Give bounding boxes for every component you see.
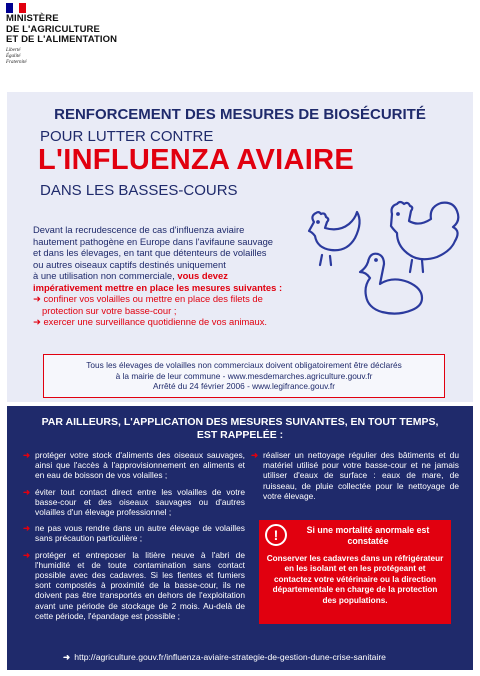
reminder-title-line: EST RAPPELÉE : <box>196 429 284 441</box>
flag-white-band <box>13 3 20 13</box>
arrow-icon: ➜ <box>23 549 31 560</box>
notice-line: Arrêté du 24 février 2006 - www.legifrance.gouv.fr <box>152 381 335 391</box>
french-flag-icon <box>6 3 26 13</box>
rooster-icon <box>391 202 458 272</box>
ministry-line: DE L'AGRICULTURE <box>6 23 100 35</box>
measures-list-right <box>251 450 459 507</box>
ministry-line: MINISTÈRE <box>6 13 59 24</box>
mortality-alert-box <box>259 520 451 624</box>
intro-line: Devant la recrudescence de cas d'influenza aviaire <box>33 224 245 235</box>
intro-emphasis: vous devez <box>177 270 228 281</box>
republic-motto <box>6 48 27 66</box>
title-line-4: DANS LES BASSES-COURS <box>40 182 238 199</box>
bottom-panel <box>7 406 473 670</box>
measure-item <box>23 523 245 543</box>
intro-line: et dans les élevages, en tant que détenteurs de volailles <box>33 247 267 258</box>
flag-blue-band <box>6 3 13 13</box>
arrow-icon: ➜ <box>23 486 31 497</box>
alert-body: Conserver les cadavres dans un réfrigérateur en les isolant et en les protégeant et contactez votre vétérinaire ou la direction départementale en charge de la protection des populations. <box>266 554 444 605</box>
title-line-1: RENFORCEMENT DES MESURES DE BIOSÉCURITÉ <box>54 106 426 123</box>
ministry-line: ET DE L'ALIMENTATION <box>6 34 118 45</box>
title-line-2: POUR LUTTER CONTRE <box>40 128 214 145</box>
top-panel <box>7 92 473 402</box>
intro-line: ou autres oiseaux captifs destinés uniquement <box>33 258 226 270</box>
motto-line: Égalité <box>6 54 21 59</box>
measure-text: ne pas vous rendre dans un autre élevage de volailles sans précaution particulière ; <box>35 523 245 544</box>
reminder-title-line: PAR AILLEURS, L'APPLICATION DES MESURES SUIVANTES, EN TOUT TEMPS, <box>41 416 439 428</box>
hen-icon <box>309 212 360 265</box>
duck-icon <box>360 254 422 314</box>
arrow-icon: ➜ <box>23 450 31 460</box>
motto-line: Fraternité <box>6 60 27 65</box>
header <box>0 0 480 92</box>
measure-bullet: ➜ confiner vos volailles ou mettre en place des filets de protection sur votre basse-cour ; <box>33 293 263 316</box>
intro-line: hautement pathogène en Europe dans l'avifaune sauvage <box>33 235 273 247</box>
info-link-row <box>63 652 386 663</box>
intro-emphasis: impérativement mettre en place les mesures suivantes : <box>33 281 283 293</box>
title-main: L'INFLUENZA AVIAIRE <box>38 144 355 176</box>
intro-text <box>33 224 303 328</box>
notice-line: à la mairie de leur commune - www.mesdemarches.agriculture.gouv.fr <box>115 370 373 381</box>
ministry-name <box>6 14 117 46</box>
measure-bullet: ➜ exercer une surveillance quotidienne de vos animaux. <box>33 316 268 327</box>
arrow-icon: ➜ <box>63 652 71 662</box>
measure-text: éviter tout contact direct entre les volailles de votre basse-cour et des oiseaux sauvages ou d'autres volailles d'un élevage professionnel ; <box>35 486 245 518</box>
measure-item <box>23 450 245 481</box>
measure-text: protéger et entreposer la litière neuve à l'abri de l'humidité et de toute contamination sans contact possible avec des cadavres. Si les fientes et fumiers sont compostés à proximité de la basse-cour, ils ne doivent pas être transportés en dehors de l'exploitation avant une période de stockage de 2 mois. Au-delà de cette période, l'épandage est possible ; <box>35 549 245 621</box>
info-link[interactable]: http://agriculture.gouv.fr/influenza-aviaire-strategie-de-gestion-dune-crise-sanitaire <box>74 652 386 662</box>
measures-list-left <box>23 450 245 627</box>
measure-item <box>23 487 245 518</box>
motto-line: Liberté <box>6 48 21 53</box>
measure-item <box>23 550 245 621</box>
arrow-icon: ➜ <box>23 523 31 534</box>
measure-text: protéger votre stock d'aliments des oiseaux sauvages, ainsi que l'accès à l'approvisionnement en aliments et en eau de boisson de vos volailles ; <box>35 450 245 481</box>
measure-text: réaliser un nettoyage régulier des bâtiments et du matériel utilisé pour votre basse-cour et ne jamais utiliser d'eaux de surface : eaux de mare, de ruisseau, de pluie collectée pour le nettoyage de votre élevage. <box>263 450 459 501</box>
reminder-title <box>7 416 473 442</box>
warning-icon: ! <box>265 524 287 546</box>
alert-title: Si une mortalité anormale est constatée <box>306 525 430 546</box>
intro-line: à une utilisation non commerciale, <box>33 270 175 281</box>
notice-line: Tous les élevages de volailles non commerciaux doivent obligatoirement être déclarés <box>86 360 402 370</box>
declaration-notice <box>43 354 445 398</box>
arrow-icon: ➜ <box>251 450 259 460</box>
measure-item <box>251 450 459 501</box>
poultry-illustration <box>294 192 474 322</box>
flag-red-band <box>19 3 26 13</box>
